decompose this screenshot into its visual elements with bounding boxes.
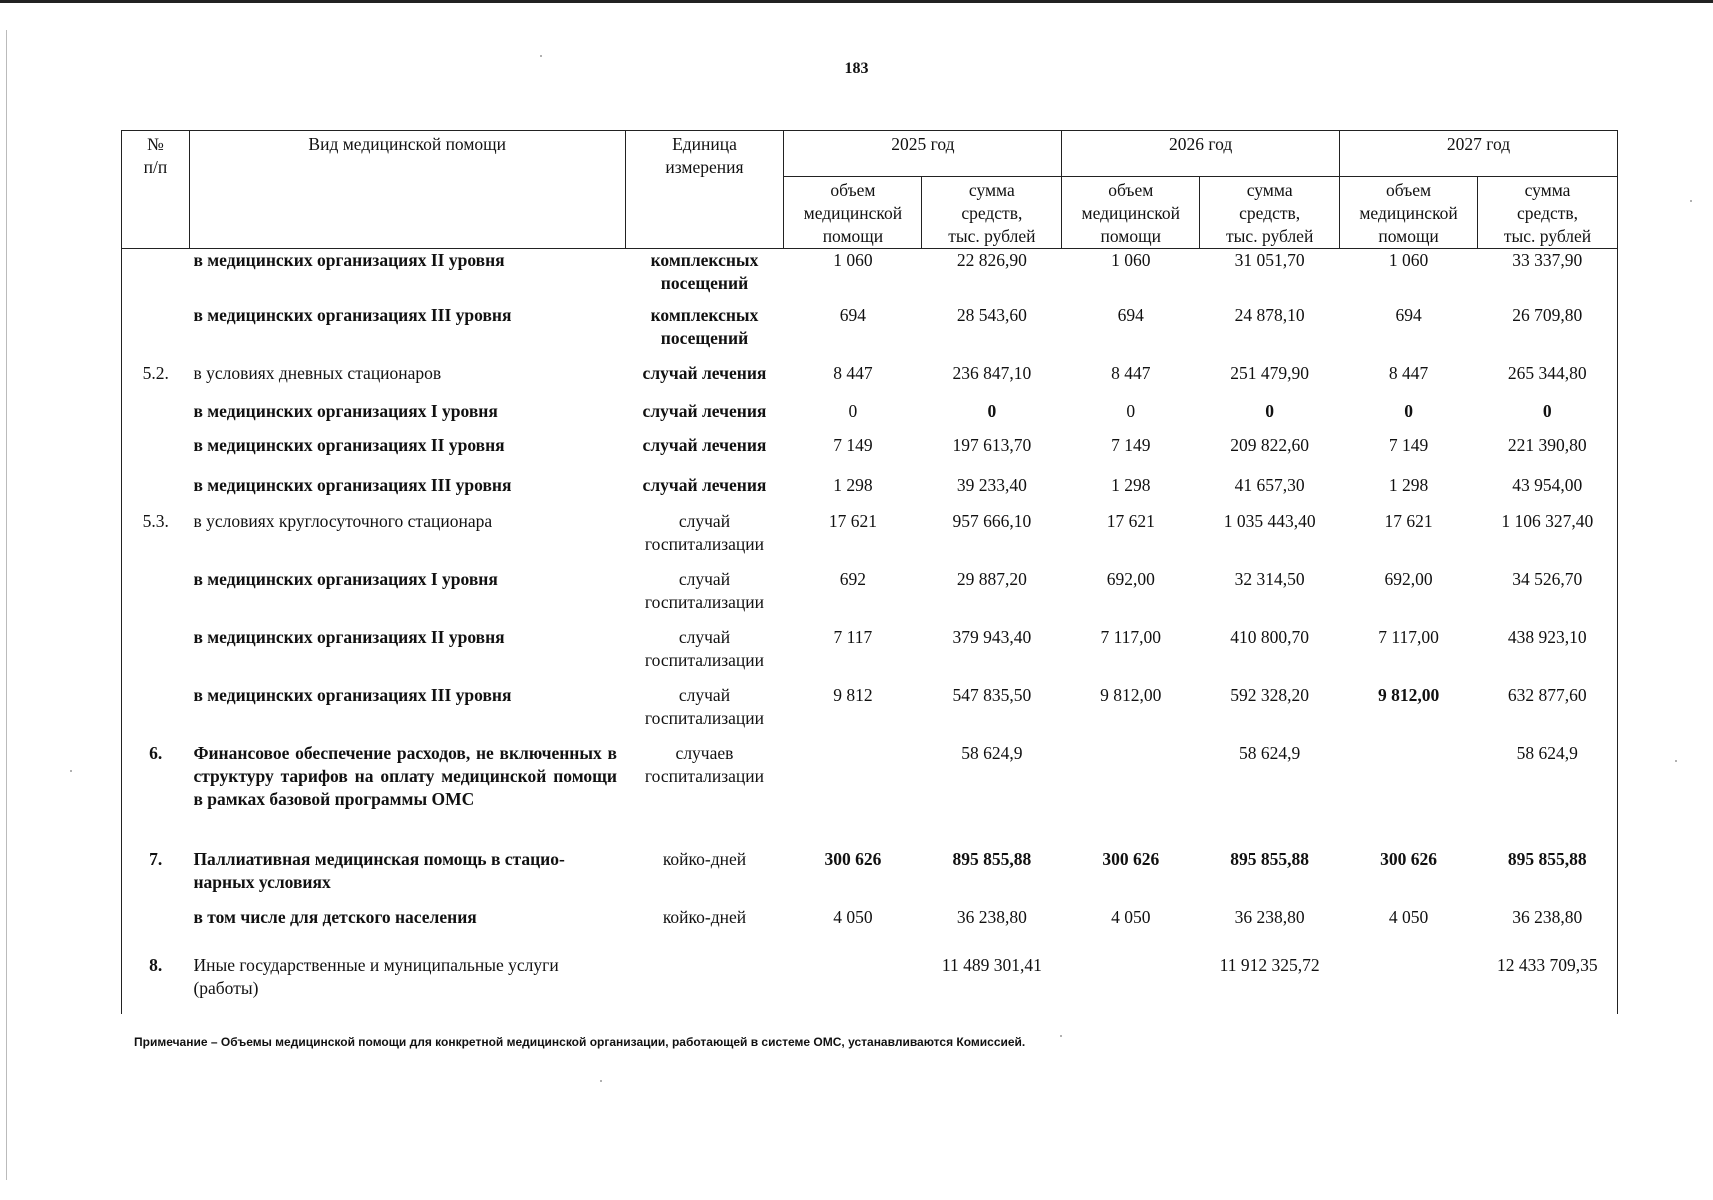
row-care-kind: в медицинских организациях III уровня [193,474,512,495]
row-volume-2027: 9 812,00 [1377,684,1440,705]
row-volume-2026 [1062,742,1200,848]
row-unit: случай госпитализации [644,626,765,670]
header-unit: Единица измерения [625,131,784,249]
table-row [122,568,1618,626]
header-sum-2026: сумма средств, тыс. рублей [1200,177,1340,249]
row-sum-2026: 410 800,70 [1230,626,1310,647]
row-unit [625,954,784,1014]
row-care-kind: в медицинских организациях II уровня [193,250,505,270]
table-row [122,434,1618,474]
header-num: № п/п [122,131,190,249]
row-sum-2027: 34 526,70 [1478,568,1618,626]
row-volume-2026: 694 [1117,304,1144,325]
row-sum-2026: 0 [1265,400,1275,421]
row-volume-2025: 0 [848,400,858,421]
header-volume-2027: объем медицинской помощи [1340,177,1478,249]
row-volume-2027 [1340,742,1478,848]
row-number [122,474,190,510]
row-sum-2025: 58 624,9 [961,742,1023,763]
scan-speck [600,1080,602,1082]
row-sum-2026: 251 479,90 [1230,362,1310,383]
row-sum-2026: 41 657,30 [1234,474,1305,495]
row-volume-2027: 4 050 [1388,906,1429,927]
row-sum-2025: 11 489 301,41 [941,954,1042,975]
row-volume-2025: 300 626 [824,848,882,869]
row-volume-2025: 694 [839,304,867,325]
row-care-kind: в медицинских организациях II уровня [193,434,505,455]
row-number: 6. [122,742,190,848]
row-sum-2025: 29 887,20 [956,568,1027,589]
row-number: 8. [122,954,190,1014]
row-sum-2025: 379 943,40 [952,626,1032,647]
row-volume-2026: 300 626 [1102,848,1160,869]
row-care-kind: Финансовое обеспечение расходов, не включенных в структуру тарифов на оплату медицинской помощи в рамках базовой программы ОМС [193,742,617,809]
row-unit: койко-дней [662,848,747,869]
table-row [122,848,1618,906]
row-care-kind: в том числе для детского населения [193,906,477,927]
row-sum-2026: 209 822,60 [1230,434,1310,455]
scan-left-edge [6,30,7,1180]
row-unit: комплексных посещений [650,250,759,293]
table-row [122,249,1618,304]
table-row [122,362,1618,400]
row-volume-2025: 7 149 [833,434,873,455]
row-volume-2026: 7 149 [1111,434,1151,455]
row-care-kind: в медицинских организациях III уровня [193,304,512,325]
row-care-kind: в медицинских организациях II уровня [193,626,505,647]
row-sum-2025: 36 238,80 [956,906,1027,927]
row-volume-2027: 692,00 [1384,568,1433,589]
row-sum-2026: 32 314,50 [1234,568,1305,589]
row-sum-2027: 36 238,80 [1478,906,1618,954]
row-volume-2025: 4 050 [833,906,873,927]
row-sum-2027: 221 390,80 [1478,434,1618,474]
row-sum-2025: 547 835,50 [952,684,1032,705]
row-volume-2027: 7 117,00 [1378,626,1439,647]
row-sum-2026: 31 051,70 [1234,250,1305,270]
row-sum-2027: 0 [1478,400,1618,434]
row-volume-2026: 1 298 [1111,474,1151,495]
header-year-2026: 2026 год [1062,131,1340,177]
row-volume-2027: 8 447 [1388,362,1429,383]
row-volume-2025 [784,954,922,1014]
row-sum-2025: 895 855,88 [952,848,1032,869]
row-volume-2026: 7 117,00 [1100,626,1162,647]
row-sum-2026: 895 855,88 [1230,848,1310,869]
row-care-kind: в медицинских организациях I уровня [193,400,498,421]
row-sum-2027: 43 954,00 [1478,474,1618,510]
scan-speck [1690,200,1692,202]
row-care-kind: Иные государственные и муниципальные услуги (работы) [193,954,559,998]
row-volume-2027: 1 298 [1388,474,1429,495]
table-row [122,304,1618,362]
table-row [122,906,1618,954]
row-number [122,906,190,954]
row-sum-2027: 265 344,80 [1478,362,1618,400]
row-number: 7. [122,848,190,906]
row-sum-2027: 895 855,88 [1478,848,1618,906]
table-note: Примечание – Объемы медицинской помощи для конкретной медицинской организации, работающей в системе ОМС, устанавливаются Комиссией. [134,1035,1026,1049]
row-volume-2027: 0 [1404,400,1413,421]
row-sum-2025: 22 826,90 [956,250,1027,270]
row-number [122,304,190,362]
row-unit: комплексных посещений [650,304,759,348]
table-row [122,684,1618,742]
row-sum-2026: 24 878,10 [1234,304,1305,325]
row-number [122,684,190,742]
row-sum-2025: 28 543,60 [956,304,1027,325]
row-unit: случаев госпитализации [644,742,765,786]
table-row [122,474,1618,510]
row-volume-2026: 17 621 [1106,510,1155,531]
row-sum-2027: 438 923,10 [1478,626,1618,684]
row-volume-2025: 9 812 [833,684,873,705]
row-sum-2026: 1 035 443,40 [1223,510,1316,531]
table-row [122,510,1618,568]
row-sum-2026: 36 238,80 [1234,906,1305,927]
row-sum-2027: 33 337,90 [1478,249,1618,304]
header-kind: Вид медицинской помощи [189,131,625,249]
header-volume-2025: объем медицинской помощи [784,177,922,249]
row-number [122,400,190,434]
row-sum-2027: 12 433 709,35 [1478,954,1618,1014]
row-sum-2025: 39 233,40 [956,474,1027,495]
row-unit: случай госпитализации [644,510,765,554]
row-volume-2026 [1062,954,1200,1014]
row-unit: случай госпитализации [644,684,765,728]
page-number: 183 [844,60,869,77]
table-row [122,742,1618,848]
row-volume-2025: 692 [839,568,867,589]
row-unit: случай лечения [642,362,767,383]
header-sum-2025: сумма средств, тыс. рублей [922,177,1062,249]
row-sum-2025: 236 847,10 [952,362,1032,383]
row-care-kind: в медицинских организациях I уровня [193,568,498,589]
row-volume-2025: 8 447 [833,362,873,383]
row-volume-2027: 694 [1395,304,1422,325]
row-sum-2025: 0 [987,400,997,421]
row-volume-2025: 1 060 [833,250,873,270]
medical-care-volume-table [121,130,1618,1014]
header-volume-2026: объем медицинской помощи [1062,177,1200,249]
table-row [122,954,1618,1014]
row-volume-2025: 17 621 [828,510,877,531]
row-sum-2027: 1 106 327,40 [1478,510,1618,568]
row-sum-2027: 26 709,80 [1478,304,1618,362]
row-volume-2027: 7 149 [1388,434,1429,455]
row-volume-2027: 300 626 [1380,848,1438,869]
row-care-kind: в условиях круглосуточного стационара [193,510,493,531]
row-sum-2027: 58 624,9 [1478,742,1618,848]
scan-speck [1060,1035,1062,1037]
row-sum-2025: 197 613,70 [952,434,1032,455]
row-sum-2026: 58 624,9 [1239,742,1301,763]
scan-speck [1675,760,1677,762]
table-row [122,400,1618,434]
table-row [122,626,1618,684]
row-unit: случай лечения [642,474,767,495]
row-volume-2026: 8 447 [1111,362,1151,383]
row-volume-2027: 17 621 [1384,510,1433,531]
row-volume-2026: 1 060 [1111,250,1151,270]
row-care-kind: в условиях дневных стационаров [193,362,442,383]
row-sum-2027: 632 877,60 [1478,684,1618,742]
row-care-kind: в медицинских организациях III уровня [193,684,512,705]
row-volume-2026: 9 812,00 [1100,684,1162,705]
row-number: 5.2. [122,362,190,400]
header-year-2025: 2025 год [784,131,1062,177]
row-volume-2025: 7 117 [833,626,873,647]
row-volume-2026: 692,00 [1106,568,1155,589]
row-number [122,249,190,304]
row-number [122,626,190,684]
row-unit: койко-дней [662,906,747,927]
row-sum-2026: 592 328,20 [1230,684,1310,705]
row-care-kind: Паллиативная медицинская помощь в стацио- нарных условиях [193,848,565,892]
row-volume-2026: 4 050 [1111,906,1151,927]
scan-speck [70,770,72,772]
row-unit: случай госпитализации [644,568,765,612]
row-volume-2027 [1340,954,1478,1014]
row-number: 5.3. [122,510,190,568]
row-volume-2025 [784,742,922,848]
header-sum-2027: сумма средств, тыс. рублей [1478,177,1618,249]
row-unit: случай лечения [642,434,767,455]
row-sum-2026: 11 912 325,72 [1219,954,1320,975]
row-sum-2025: 957 666,10 [952,510,1032,531]
row-number [122,568,190,626]
scan-top-border [0,0,1713,3]
row-number [122,434,190,474]
row-volume-2027: 1 060 [1388,250,1429,270]
header-year-2027: 2027 год [1340,131,1618,177]
row-unit: случай лечения [642,400,767,421]
row-volume-2026: 0 [1126,400,1136,421]
scan-speck [540,55,542,57]
row-volume-2025: 1 298 [833,474,873,495]
